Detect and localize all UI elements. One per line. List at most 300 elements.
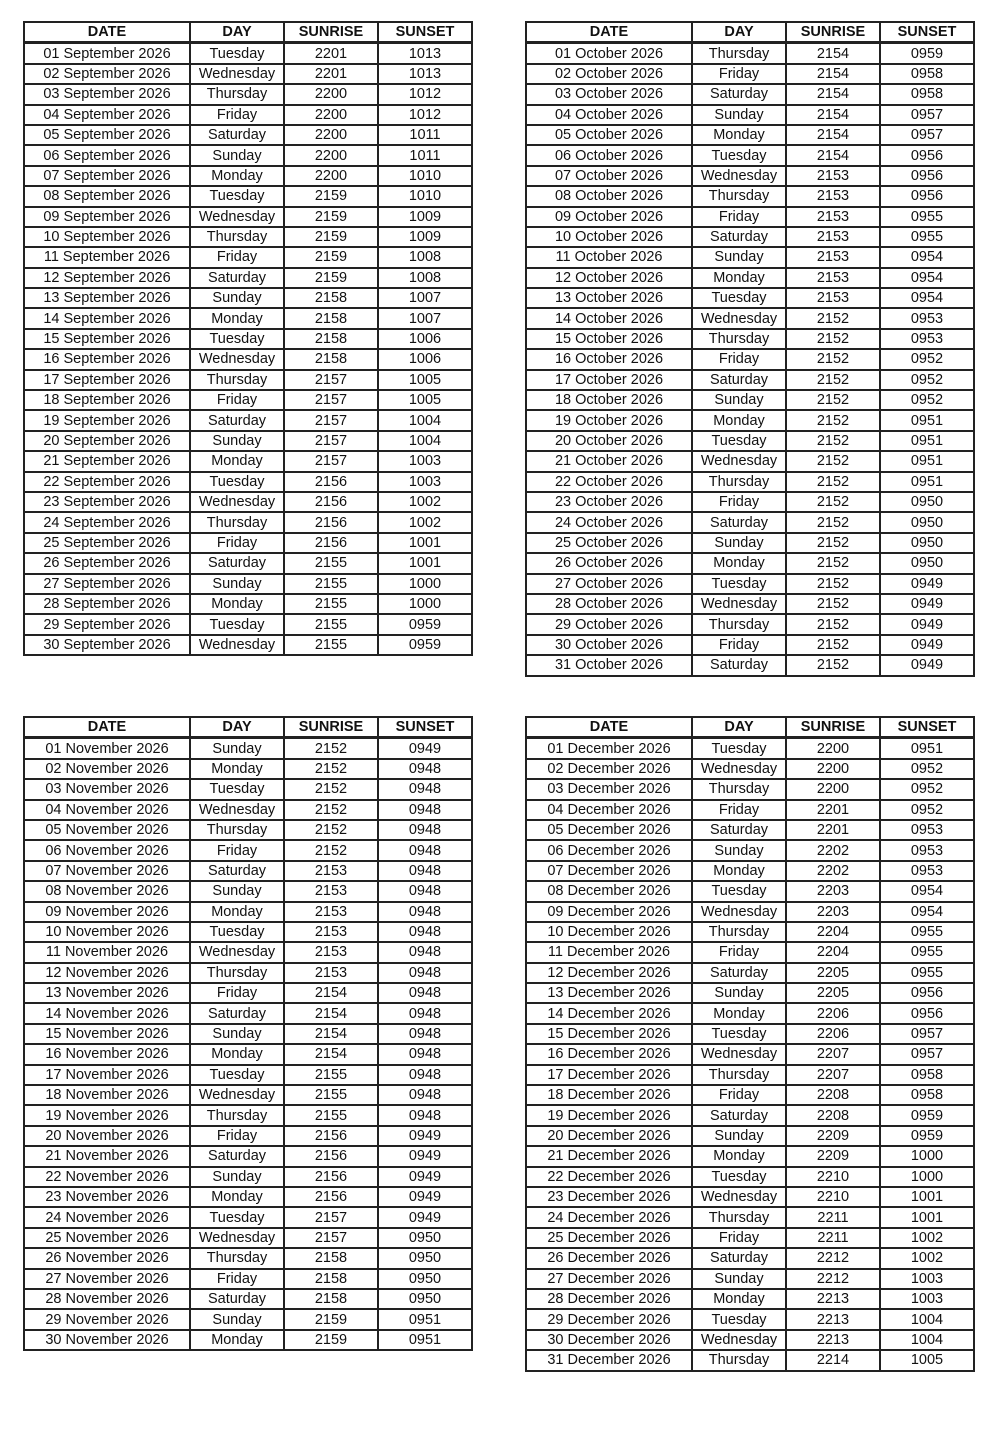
table-row (24, 370, 472, 390)
sunrise-cell: 2158 (284, 329, 378, 349)
sunset-cell: 1005 (880, 1350, 974, 1370)
sunrise-cell: 2212 (786, 1269, 880, 1289)
sunrise-cell: 2157 (284, 370, 378, 390)
table-row (526, 410, 974, 430)
date-cell: 10 December 2026 (526, 922, 692, 942)
date-cell: 10 November 2026 (24, 922, 190, 942)
sunset-cell: 1013 (378, 64, 472, 84)
table-row (526, 738, 974, 759)
sunset-cell: 0949 (378, 1167, 472, 1187)
table-row (526, 553, 974, 573)
table-row (24, 451, 472, 471)
sunset-cell: 0948 (378, 1024, 472, 1044)
date-cell: 26 September 2026 (24, 553, 190, 573)
table-row (24, 1309, 472, 1329)
day-cell: Tuesday (190, 43, 284, 64)
sunset-cell: 1000 (378, 594, 472, 614)
date-cell: 28 December 2026 (526, 1289, 692, 1309)
day-cell: Sunday (190, 431, 284, 451)
day-cell: Friday (692, 64, 786, 84)
sunrise-cell: 2202 (786, 861, 880, 881)
sunrise-cell: 2204 (786, 922, 880, 942)
table-row (526, 840, 974, 860)
table-row (526, 84, 974, 104)
day-cell: Tuesday (692, 1024, 786, 1044)
date-cell: 31 December 2026 (526, 1350, 692, 1370)
sunset-cell: 0955 (880, 922, 974, 942)
sunset-cell: 0948 (378, 1003, 472, 1023)
day-cell: Sunday (190, 288, 284, 308)
table-row (526, 881, 974, 901)
sunrise-cell: 2155 (284, 1085, 378, 1105)
sunrise-cell: 2158 (284, 349, 378, 369)
sunset-cell: 0954 (880, 902, 974, 922)
table-row (526, 105, 974, 125)
sunrise-cell: 2154 (786, 84, 880, 104)
day-cell: Thursday (692, 43, 786, 64)
day-cell: Monday (190, 166, 284, 186)
date-cell: 22 December 2026 (526, 1167, 692, 1187)
sunset-cell: 0953 (880, 820, 974, 840)
sunrise-cell: 2157 (284, 431, 378, 451)
day-cell: Friday (692, 942, 786, 962)
table-row (24, 64, 472, 84)
sunrise-cell: 2159 (284, 1309, 378, 1329)
october-table (525, 21, 975, 677)
table-row (526, 594, 974, 614)
table-row (24, 533, 472, 553)
date-cell: 06 December 2026 (526, 840, 692, 860)
date-cell: 06 September 2026 (24, 145, 190, 165)
sunset-cell: 0958 (880, 64, 974, 84)
table-row (24, 1330, 472, 1350)
date-cell: 25 September 2026 (24, 533, 190, 553)
sunrise-cell: 2201 (284, 64, 378, 84)
sunrise-cell: 2155 (284, 553, 378, 573)
sunset-cell: 1001 (378, 533, 472, 553)
sunrise-cell: 2158 (284, 1248, 378, 1268)
table-row (526, 533, 974, 553)
sunrise-cell: 2211 (786, 1207, 880, 1227)
sunset-cell: 0955 (880, 942, 974, 962)
date-cell: 23 December 2026 (526, 1187, 692, 1207)
date-cell: 29 October 2026 (526, 614, 692, 634)
day-cell: Wednesday (692, 594, 786, 614)
day-cell: Monday (692, 125, 786, 145)
sunrise-cell: 2207 (786, 1044, 880, 1064)
header-day: DAY (190, 22, 284, 43)
date-cell: 25 November 2026 (24, 1228, 190, 1248)
sunrise-cell: 2202 (786, 840, 880, 860)
table-row (526, 942, 974, 962)
date-cell: 20 December 2026 (526, 1126, 692, 1146)
table-row (24, 431, 472, 451)
table-row (526, 902, 974, 922)
day-cell: Monday (692, 1289, 786, 1309)
day-cell: Saturday (692, 227, 786, 247)
table-row (24, 942, 472, 962)
date-cell: 13 November 2026 (24, 983, 190, 1003)
sunrise-cell: 2153 (284, 902, 378, 922)
date-cell: 21 November 2026 (24, 1146, 190, 1166)
day-cell: Tuesday (692, 881, 786, 901)
sunrise-cell: 2152 (786, 512, 880, 532)
table-row (526, 1248, 974, 1268)
sunrise-cell: 2205 (786, 983, 880, 1003)
header-sunrise: SUNRISE (786, 22, 880, 43)
day-cell: Thursday (190, 370, 284, 390)
date-cell: 17 December 2026 (526, 1065, 692, 1085)
day-cell: Saturday (692, 1248, 786, 1268)
table-row (24, 881, 472, 901)
day-cell: Thursday (190, 84, 284, 104)
day-cell: Monday (692, 410, 786, 430)
date-cell: 09 December 2026 (526, 902, 692, 922)
table-row (24, 268, 472, 288)
sunrise-cell: 2209 (786, 1126, 880, 1146)
day-cell: Saturday (692, 655, 786, 675)
table-row (24, 1044, 472, 1064)
day-cell: Thursday (692, 186, 786, 206)
day-cell: Sunday (190, 574, 284, 594)
day-cell: Monday (190, 759, 284, 779)
table-row (24, 186, 472, 206)
table-row (526, 472, 974, 492)
day-cell: Wednesday (692, 1330, 786, 1350)
sunrise-cell: 2153 (284, 861, 378, 881)
date-cell: 02 September 2026 (24, 64, 190, 84)
day-cell: Sunday (692, 983, 786, 1003)
table-row (526, 431, 974, 451)
date-cell: 24 September 2026 (24, 512, 190, 532)
table-row (526, 1085, 974, 1105)
date-cell: 05 October 2026 (526, 125, 692, 145)
sunset-cell: 0957 (880, 1044, 974, 1064)
table-row (24, 902, 472, 922)
day-cell: Sunday (692, 390, 786, 410)
sunset-cell: 1012 (378, 84, 472, 104)
date-cell: 01 October 2026 (526, 43, 692, 64)
date-cell: 11 October 2026 (526, 247, 692, 267)
day-cell: Sunday (190, 738, 284, 759)
table-row (24, 84, 472, 104)
day-cell: Friday (692, 1085, 786, 1105)
date-cell: 02 October 2026 (526, 64, 692, 84)
day-cell: Wednesday (190, 64, 284, 84)
table-row (24, 861, 472, 881)
date-cell: 12 December 2026 (526, 963, 692, 983)
date-cell: 18 October 2026 (526, 390, 692, 410)
day-cell: Thursday (692, 1350, 786, 1370)
date-cell: 20 September 2026 (24, 431, 190, 451)
date-cell: 26 December 2026 (526, 1248, 692, 1268)
sunset-cell: 1001 (378, 553, 472, 573)
date-cell: 13 December 2026 (526, 983, 692, 1003)
sunset-cell: 1001 (880, 1187, 974, 1207)
sunset-cell: 0949 (880, 655, 974, 675)
sunset-cell: 0949 (880, 614, 974, 634)
sunrise-cell: 2152 (786, 431, 880, 451)
sunrise-cell: 2200 (786, 759, 880, 779)
day-cell: Wednesday (692, 166, 786, 186)
table-row (24, 125, 472, 145)
table-row (24, 166, 472, 186)
table-row (526, 1126, 974, 1146)
day-cell: Wednesday (692, 759, 786, 779)
sunrise-cell: 2152 (284, 738, 378, 759)
sunrise-cell: 2213 (786, 1289, 880, 1309)
sunrise-cell: 2156 (284, 512, 378, 532)
day-cell: Friday (692, 492, 786, 512)
day-cell: Wednesday (190, 492, 284, 512)
sunset-cell: 0949 (378, 1207, 472, 1227)
day-cell: Friday (692, 635, 786, 655)
table-row (526, 1228, 974, 1248)
sunrise-cell: 2156 (284, 1167, 378, 1187)
day-cell: Saturday (190, 1003, 284, 1023)
table-row (24, 1085, 472, 1105)
header-sunrise: SUNRISE (284, 22, 378, 43)
day-cell: Saturday (190, 553, 284, 573)
sunrise-cell: 2152 (786, 614, 880, 634)
sunset-cell: 0958 (880, 1065, 974, 1085)
sunrise-cell: 2207 (786, 1065, 880, 1085)
day-cell: Saturday (190, 861, 284, 881)
sunset-cell: 0959 (880, 43, 974, 64)
day-cell: Sunday (190, 1024, 284, 1044)
sunset-cell: 0951 (880, 451, 974, 471)
table-row (526, 247, 974, 267)
header-sunset: SUNSET (880, 717, 974, 738)
sunset-cell: 0959 (378, 635, 472, 655)
date-cell: 21 September 2026 (24, 451, 190, 471)
header-day: DAY (190, 717, 284, 738)
date-cell: 01 December 2026 (526, 738, 692, 759)
day-cell: Wednesday (190, 207, 284, 227)
sunrise-cell: 2152 (786, 451, 880, 471)
table-row (526, 1024, 974, 1044)
sunset-cell: 1004 (378, 410, 472, 430)
date-cell: 08 October 2026 (526, 186, 692, 206)
day-cell: Thursday (692, 1065, 786, 1085)
sunset-cell: 0952 (880, 800, 974, 820)
sunrise-cell: 2201 (786, 800, 880, 820)
date-cell: 11 December 2026 (526, 942, 692, 962)
sunrise-cell: 2153 (786, 247, 880, 267)
table-row (526, 1003, 974, 1023)
sunset-cell: 0956 (880, 145, 974, 165)
sunset-cell: 1013 (378, 43, 472, 64)
sunrise-cell: 2211 (786, 1228, 880, 1248)
day-cell: Friday (692, 349, 786, 369)
table-row (24, 1228, 472, 1248)
table-row (24, 800, 472, 820)
table-row (526, 186, 974, 206)
table-row (24, 1126, 472, 1146)
sunset-cell: 0952 (880, 370, 974, 390)
sunrise-cell: 2209 (786, 1146, 880, 1166)
date-cell: 12 October 2026 (526, 268, 692, 288)
date-cell: 11 November 2026 (24, 942, 190, 962)
date-cell: 16 December 2026 (526, 1044, 692, 1064)
sunrise-cell: 2152 (284, 779, 378, 799)
sunrise-cell: 2152 (786, 635, 880, 655)
sunrise-cell: 2152 (786, 472, 880, 492)
date-cell: 13 October 2026 (526, 288, 692, 308)
table-row (526, 963, 974, 983)
date-cell: 27 December 2026 (526, 1269, 692, 1289)
sunset-cell: 0951 (880, 431, 974, 451)
header-sunset: SUNSET (378, 22, 472, 43)
table-row (526, 1289, 974, 1309)
day-cell: Tuesday (692, 288, 786, 308)
sunrise-cell: 2156 (284, 492, 378, 512)
table-row (24, 1003, 472, 1023)
table-row (24, 390, 472, 410)
sunrise-cell: 2153 (284, 922, 378, 942)
table-row (526, 227, 974, 247)
table-row (526, 574, 974, 594)
table-row (24, 1024, 472, 1044)
sunrise-cell: 2152 (786, 390, 880, 410)
table-row (24, 1289, 472, 1309)
sunset-cell: 1009 (378, 227, 472, 247)
sunrise-cell: 2201 (786, 820, 880, 840)
sunset-cell: 0948 (378, 861, 472, 881)
header-date: DATE (526, 717, 692, 738)
sunrise-cell: 2155 (284, 635, 378, 655)
day-cell: Saturday (692, 370, 786, 390)
sunset-cell: 0948 (378, 800, 472, 820)
day-cell: Monday (692, 1003, 786, 1023)
table-row (526, 1187, 974, 1207)
sunset-cell: 0957 (880, 1024, 974, 1044)
sunset-cell: 0958 (880, 84, 974, 104)
sunset-cell: 1006 (378, 349, 472, 369)
day-cell: Wednesday (190, 635, 284, 655)
date-cell: 02 December 2026 (526, 759, 692, 779)
sunrise-cell: 2212 (786, 1248, 880, 1268)
sunrise-cell: 2200 (284, 105, 378, 125)
table-row (526, 390, 974, 410)
sunrise-cell: 2156 (284, 1126, 378, 1146)
day-cell: Sunday (692, 1269, 786, 1289)
header-row (526, 717, 974, 738)
table-row (526, 759, 974, 779)
sunrise-cell: 2213 (786, 1309, 880, 1329)
sunset-cell: 1003 (880, 1289, 974, 1309)
sunrise-cell: 2156 (284, 533, 378, 553)
date-cell: 01 November 2026 (24, 738, 190, 759)
table-row (24, 1105, 472, 1125)
sunrise-cell: 2156 (284, 1146, 378, 1166)
day-cell: Friday (190, 247, 284, 267)
table-row (24, 922, 472, 942)
table-row (526, 820, 974, 840)
table-row (526, 922, 974, 942)
table-row (24, 308, 472, 328)
table-row (526, 451, 974, 471)
sunrise-cell: 2158 (284, 1289, 378, 1309)
day-cell: Friday (190, 840, 284, 860)
date-cell: 17 September 2026 (24, 370, 190, 390)
table-row (24, 410, 472, 430)
date-cell: 13 September 2026 (24, 288, 190, 308)
day-cell: Sunday (692, 105, 786, 125)
day-cell: Thursday (190, 227, 284, 247)
sunrise-cell: 2153 (786, 268, 880, 288)
date-cell: 30 September 2026 (24, 635, 190, 655)
date-cell: 19 October 2026 (526, 410, 692, 430)
sunset-cell: 0951 (378, 1309, 472, 1329)
day-cell: Monday (692, 268, 786, 288)
sunrise-cell: 2204 (786, 942, 880, 962)
sunset-cell: 0955 (880, 207, 974, 227)
sunrise-cell: 2154 (786, 43, 880, 64)
day-cell: Saturday (190, 268, 284, 288)
sunset-cell: 0952 (880, 349, 974, 369)
date-cell: 18 September 2026 (24, 390, 190, 410)
date-cell: 18 December 2026 (526, 1085, 692, 1105)
sunrise-cell: 2157 (284, 451, 378, 471)
table-row (526, 512, 974, 532)
date-cell: 19 December 2026 (526, 1105, 692, 1125)
day-cell: Sunday (692, 247, 786, 267)
table-row (24, 1248, 472, 1268)
day-cell: Monday (190, 594, 284, 614)
sunrise-cell: 2210 (786, 1167, 880, 1187)
sunrise-cell: 2154 (786, 64, 880, 84)
table-row (24, 635, 472, 655)
sunset-cell: 0956 (880, 983, 974, 1003)
sunrise-cell: 2152 (786, 349, 880, 369)
date-cell: 28 October 2026 (526, 594, 692, 614)
sunrise-cell: 2157 (284, 390, 378, 410)
sunset-cell: 0956 (880, 1003, 974, 1023)
day-cell: Friday (190, 533, 284, 553)
date-cell: 14 November 2026 (24, 1003, 190, 1023)
sunrise-cell: 2152 (786, 594, 880, 614)
sunset-cell: 0950 (378, 1228, 472, 1248)
date-cell: 01 September 2026 (24, 43, 190, 64)
day-cell: Wednesday (692, 451, 786, 471)
sunrise-cell: 2158 (284, 288, 378, 308)
date-cell: 16 September 2026 (24, 349, 190, 369)
sunrise-cell: 2152 (284, 759, 378, 779)
table-row (526, 1065, 974, 1085)
table-row (24, 614, 472, 634)
table-row (24, 227, 472, 247)
sunrise-cell: 2155 (284, 574, 378, 594)
table-row (526, 1269, 974, 1289)
date-cell: 25 October 2026 (526, 533, 692, 553)
day-cell: Wednesday (190, 1085, 284, 1105)
table-row (24, 472, 472, 492)
sunset-cell: 1000 (880, 1167, 974, 1187)
day-cell: Tuesday (692, 145, 786, 165)
sunset-cell: 0953 (880, 840, 974, 860)
day-cell: Monday (190, 1044, 284, 1064)
table-row (24, 43, 472, 64)
table-row (24, 574, 472, 594)
sunset-cell: 0949 (880, 574, 974, 594)
table-row (526, 655, 974, 675)
header-day: DAY (692, 717, 786, 738)
table-row (24, 594, 472, 614)
sunrise-cell: 2155 (284, 614, 378, 634)
sunset-cell: 1000 (880, 1146, 974, 1166)
table-row (526, 800, 974, 820)
